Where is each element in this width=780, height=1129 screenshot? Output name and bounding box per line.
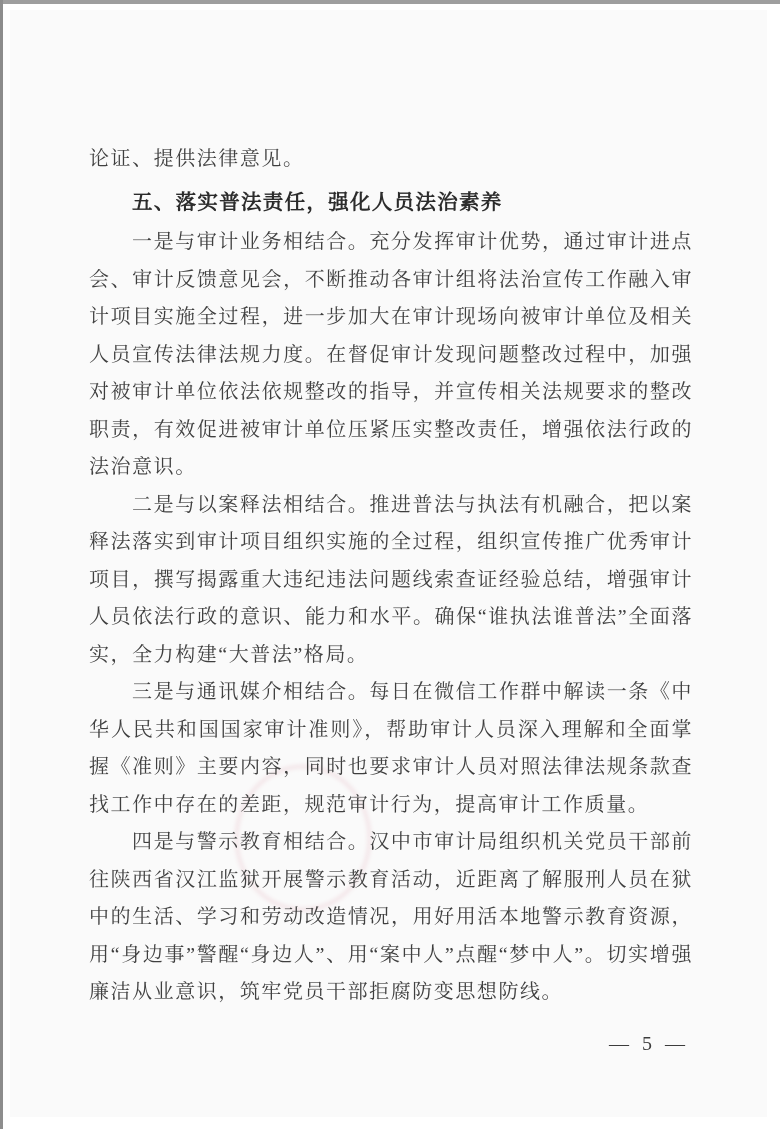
paragraph-warning-education: 四是与警示教育相结合。汉中市审计局组织机关党员干部前往陕西省汉江监狱开展警示教育活动，近距离了解服刑人员在狱中的生活、学习和劳动改造情况，用好用活本地警示教育资源，用“身边事”警醒“身边人”、用“案中人”点醒“梦中人”。切实增强廉洁从业意识，筑牢党员干部拒腐防变思想防线。 — [89, 831, 693, 1003]
scan-edge-left — [0, 0, 3, 1129]
paragraph-case-interpretation: 二是与以案释法相结合。推进普法与执法有机融合，把以案释法落实到审计项目组织实施的全过程，组织宣传推广优秀审计项目，撰写揭露重大违纪违法问题线索查证经验总结，增强审计人员依法行政的意识、能力和水平。确保“谁执法谁普法”全面落实，全力构建“大普法”格局。 — [89, 493, 693, 666]
paragraph-continuation: 论证、提供法律意见。 — [89, 148, 305, 170]
paragraph-communication-media: 三是与通讯媒介相结合。每日在微信工作群中解读一条《中华人民共和国国家审计准则》，帮助审计人员深入理解和全面掌握《准则》主要内容，同时也要求审计人员对照法律法规条款查找工作中存在的差距，规范审计行为，提高审计工作质量。 — [89, 681, 693, 816]
scan-edge-top — [0, 0, 780, 4]
section-heading: 五、落实普法责任，强化人员法治素养 — [132, 190, 503, 214]
paragraph-audit-business: 一是与审计业务相结合。充分发挥审计优势，通过审计进点会、审计反馈意见会，不断推动各审计组将法治宣传工作融入审计项目实施全过程，进一步加大在审计现场向被审计单位及相关人员宣传法律法规力度。在督促审计发现问题整改过程中，加强对被审计单位依法依规整改的指导，并宣传相关法规要求的整改职责，有效促进被审计单位压紧压实整改责任，增强依法行政的法治意识。 — [89, 231, 693, 478]
page-number: — 5 — — [609, 1033, 689, 1055]
document-body — [89, 141, 693, 1012]
document-sheet — [10, 10, 767, 1117]
